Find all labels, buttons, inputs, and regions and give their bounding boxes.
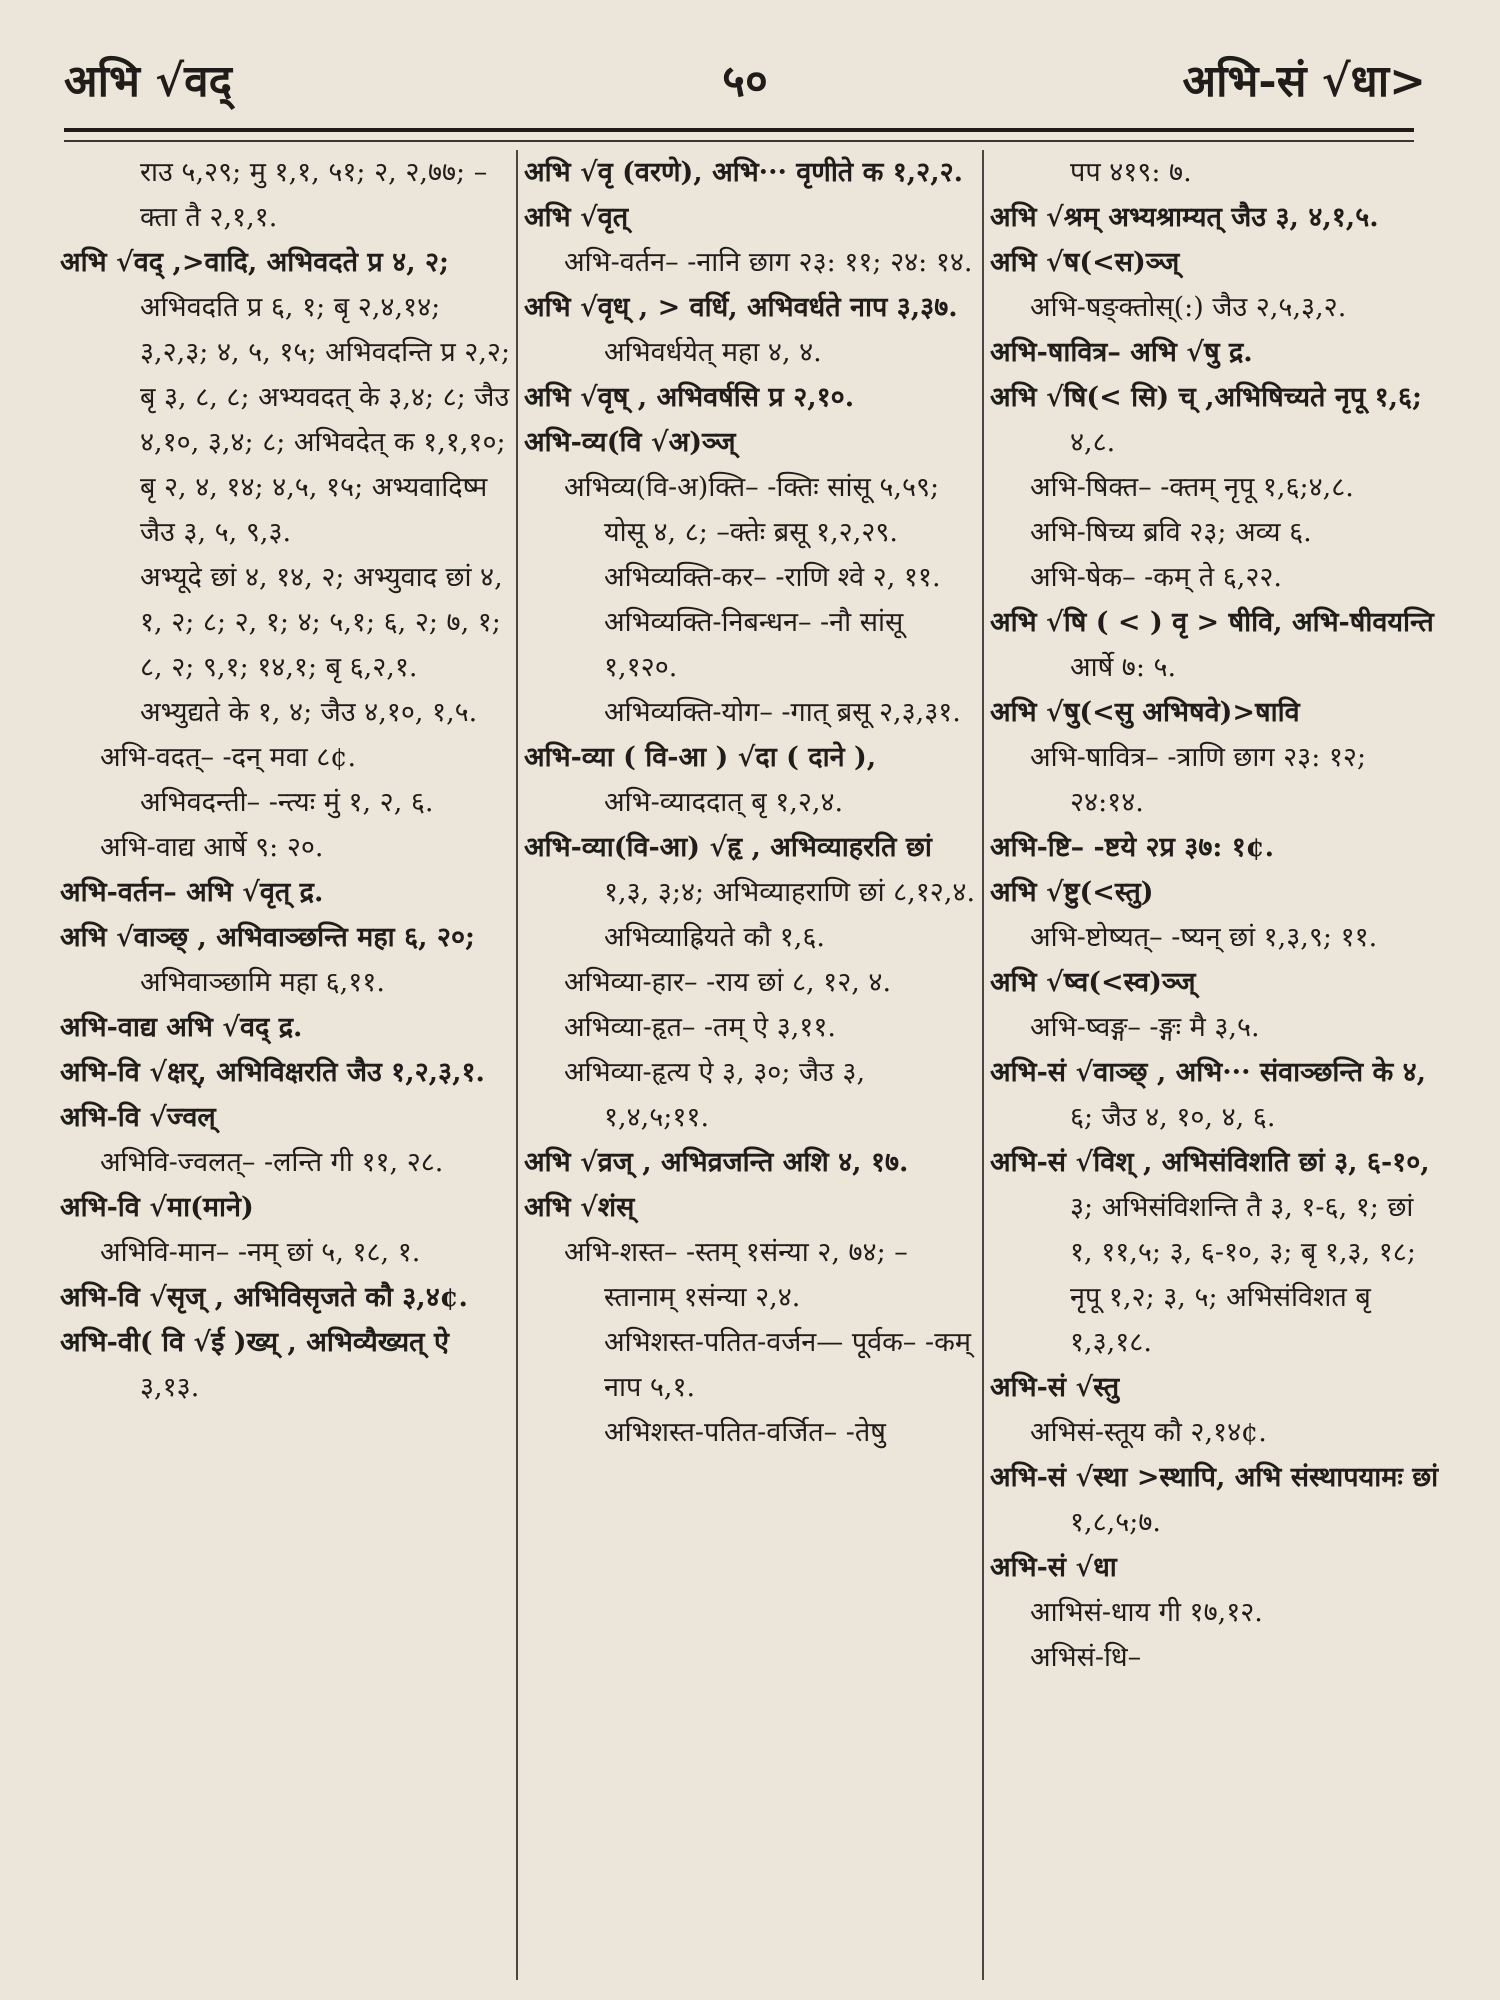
dictionary-headword-entry: अभि √ष्व(<स्व)ञ्ज् <box>990 967 1196 998</box>
column-3 <box>990 150 1440 1980</box>
dictionary-subentry: अभिव्य(वि-अ)क्ति– -क्तिः सांसू ५,५९; योसू ४, ८; –क्तेः ब्रसू १,२,२९. <box>564 472 940 548</box>
header-right-headword: अभि-सं √धा> <box>1182 56 1426 107</box>
dictionary-subentry: अभि-षेक– -कम् ते ६,२२. <box>1030 562 1282 593</box>
dictionary-subentry: राउ ५,२९; मु १,१, ५१; २, २,७७; –क्ता तै २,१,१. <box>140 157 488 233</box>
dictionary-headword-entry: अभि √श्रम् अभ्यश्राम्यत् जैउ ३, ४,१,५. <box>990 202 1379 233</box>
dictionary-headword-entry: अभि √वाञ्छ् , अभिवाञ्छन्ति महा ६, २०; अभिवाञ्छामि महा ६,११. <box>60 922 475 998</box>
dictionary-subentry: अभिव्यक्ति-कर– -राणि श्वे २, ११. <box>604 562 941 593</box>
dictionary-subentry: अभिव्यक्ति-योग– -गात् ब्रसू २,३,३१. <box>604 697 961 728</box>
dictionary-headword-entry: अभि √शंस् <box>524 1192 635 1223</box>
dictionary-subentry: अभि-व्याददात् बृ १,२,४. <box>604 787 844 818</box>
dictionary-subentry: अभि-षिक्त– -क्तम् नृपू १,६;४,८. <box>1030 472 1354 503</box>
dictionary-subentry: अभिवि-मान– -नम् छां ५, १८, १. <box>100 1237 421 1268</box>
dictionary-headword-entry: अभि √ष्टु(<स्तु) <box>990 877 1154 908</box>
dictionary-headword-entry: अभि √षि(< सि) च् ,अभिषिच्यते नृपू १,६; ४,८. <box>990 382 1423 458</box>
dictionary-subentry: अभि-वर्तन– -नानि छाग २३: ११; २४: १४. <box>564 247 973 278</box>
dictionary-subentry: अभिव्या-हार– -राय छां ८, १२, ४. <box>564 967 892 998</box>
dictionary-headword-entry: अभि-व्या ( वि-आ ) √दा ( दाने ), <box>524 742 877 773</box>
dictionary-subentry: अभिशस्त-पतित-वर्जन— पूर्वक– -कम् नाप ५,१. <box>604 1327 971 1403</box>
dictionary-headword-entry: अभि-वि √ज्वल् <box>60 1102 216 1133</box>
dictionary-subentry: अभि-वदत्– -दन् मवा ८¢. <box>100 742 357 773</box>
dictionary-headword-entry: अभि-सं √स्तु <box>990 1372 1120 1403</box>
dictionary-headword-entry: अभि-ष्टि– -ष्टये २प्र ३७: १¢. <box>990 832 1274 863</box>
dictionary-headword-entry: अभि-सं √धा <box>990 1552 1117 1583</box>
dictionary-subentry: अभ्यूदे छां ४, १४, २; अभ्युवाद छां ४, १, २; ८; २, १; ४; ५,१; ६, २; ७, १; ८, २; ९,१; १४,१; बृ ६,२,१. <box>140 562 503 683</box>
dictionary-headword-entry: अभि-वि √क्षर्, अभिविक्षरति जैउ १,२,३,१. <box>60 1057 485 1088</box>
dictionary-headword-entry: अभि-वर्तन– अभि √वृत् द्र. <box>60 877 324 908</box>
column-divider-2 <box>982 150 984 1980</box>
dictionary-subentry: अभिव्या-हृत– -तम् ऐ ३,११. <box>564 1012 836 1043</box>
dictionary-subentry: अभि-षावित्र– -त्राणि छाग २३: १२; २४:१४. <box>1030 742 1367 818</box>
dictionary-headword-entry: अभि-सं √वाञ्छ् , अभि··· संवाञ्छन्ति के ४, ६; जैउ ४, १०, ४, ६. <box>990 1057 1427 1133</box>
dictionary-headword-entry: अभि-सं √स्था >स्थापि, अभि संस्थापयामः छां १,८,५;७. <box>990 1462 1439 1538</box>
dictionary-subentry: अभि-षङ्क्तोस्(:) जैउ २,५,३,२. <box>1030 292 1347 323</box>
column-2 <box>524 150 976 1980</box>
dictionary-subentry: पप ४१९: ७. <box>1070 157 1192 188</box>
dictionary-headword-entry: अभि √वृष् , अभिवर्षसि प्र २,१०. <box>524 382 855 413</box>
dictionary-headword-entry: अभि √षु(<सु अभिषवे)>षावि <box>990 697 1300 728</box>
dictionary-subentry: अभिव्या-हृत्य ऐ ३, ३०; जैउ ३, १,४,५;११. <box>564 1057 866 1133</box>
dictionary-subentry: अभिव्यक्ति-निबन्धन– -नौ सांसू १,१२०. <box>604 607 904 683</box>
header-left-headword: अभि √वद् <box>64 56 233 107</box>
dictionary-subentry: अभि-शस्त– -स्तम् १संन्या २, ७४; –स्तानाम् १संन्या २,४. <box>564 1237 908 1313</box>
header-rule-thin <box>64 140 1414 142</box>
dictionary-subentry: अभिवि-ज्वलत्– -लन्ति गी ११, २८. <box>100 1147 444 1178</box>
dictionary-subentry: अभि-षिच्य ब्रवि २३; अव्य ६. <box>1030 517 1312 548</box>
dictionary-subentry: अभिव्याह्रियते कौ १,६. <box>604 922 826 953</box>
dictionary-headword-entry: अभि-वि √मा(माने) <box>60 1192 254 1223</box>
dictionary-headword-entry: अभि-षावित्र– अभि √षु द्र. <box>990 337 1253 368</box>
dictionary-subentry: अभिवदन्ती– -न्त्यः मुं १, २, ६. <box>140 787 434 818</box>
dictionary-headword-entry: अभि √वृ (वरणे), अभि··· वृणीते क १,२,२. <box>524 157 964 188</box>
header-rule-thick <box>64 128 1414 132</box>
page-number: ५० <box>722 56 768 107</box>
dictionary-subentry: अभ्युद्यते के १, ४; जैउ ४,१०, १,५. <box>140 697 478 728</box>
dictionary-subentry: अभि-ष्वङ्ग– -ङ्गः मै ३,५. <box>1030 1012 1260 1043</box>
dictionary-headword-entry: अभि-व्या(वि-आ) √हृ , अभिव्याहरति छां १,३, ३;४; अभिव्याहराणि छां ८,१२,४. <box>524 832 976 908</box>
page-header <box>64 52 1426 132</box>
dictionary-headword-entry: अभि √ष(<स)ञ्ज् <box>990 247 1180 278</box>
dictionary-headword-entry: अभि √व्रज् , अभिव्रजन्ति अशि ४, १७. <box>524 1147 909 1178</box>
dictionary-subentry: अभि-वाद्य आर्षे ९: २०. <box>100 832 324 863</box>
dictionary-subentry: अभि-ष्टोष्यत्– -ष्यन् छां १,३,९; ११. <box>1030 922 1378 953</box>
dictionary-headword-entry: अभि √वृत् <box>524 202 629 233</box>
dictionary-headword-entry: अभि-वाद्य अभि √वद् द्र. <box>60 1012 303 1043</box>
dictionary-subentry: आभिसं-धाय गी १७,१२. <box>1030 1597 1263 1628</box>
dictionary-headword-entry: अभि √षि ( < ) वृ > षीवि, अभि-षीवयन्ति आर्षे ७: ५. <box>990 607 1434 683</box>
dictionary-headword-entry: अभि √वद् ,>वादि, अभिवदते प्र ४, २; अभिवदति प्र ६, १; बृ २,४,१४; ३,२,३; ४, ५, १५; अभिवदन्ति प्र २,२; बृ ३, ८, ८; अभ्यवदत् के ३,४; ८; जैउ ४,१०, ३,४; ८; अभिवदेत् क १,१,१०; बृ २, ४, १४; ४,५, १५; अभ्यवादिष्म जैउ ३, ५, ९,३. <box>60 247 511 548</box>
dictionary-headword-entry: अभि-व्य(वि √अ)ञ्ज् <box>524 427 736 458</box>
dictionary-headword-entry: अभि-सं √विश् , अभिसंविशति छां ३, ६-१०, ३; अभिसंविशन्ति तै ३, १-६, १; छां १, ११,५; ३, ६-१०, ३; बृ १,३, १८; नृपू १,२; ३, ५; अभिसंविशत बृ १,३,१८. <box>990 1147 1430 1358</box>
dictionary-subentry: अभिसं-धि– <box>1030 1642 1142 1673</box>
dictionary-headword-entry: अभि √वृध् , > वर्धि, अभिवर्धते नाप ३,३७. <box>524 292 958 323</box>
dictionary-subentry: अभिशस्त-पतित-वर्जित– -तेषु <box>604 1417 886 1448</box>
dictionary-subentry: अभिवर्धयेत् महा ४, ४. <box>604 337 822 368</box>
dictionary-subentry: अभिसं-स्तूय कौ २,१४¢. <box>1030 1417 1267 1448</box>
column-1 <box>60 150 512 1980</box>
dictionary-headword-entry: अभि-वि √सृज् , अभिविसृजते कौ ३,४¢. <box>60 1282 468 1313</box>
column-divider-1 <box>516 150 518 1980</box>
dictionary-headword-entry: अभि-वी( वि √ई )ख्य् , अभिव्यैख्यत् ऐ ३,१३. <box>60 1327 449 1403</box>
